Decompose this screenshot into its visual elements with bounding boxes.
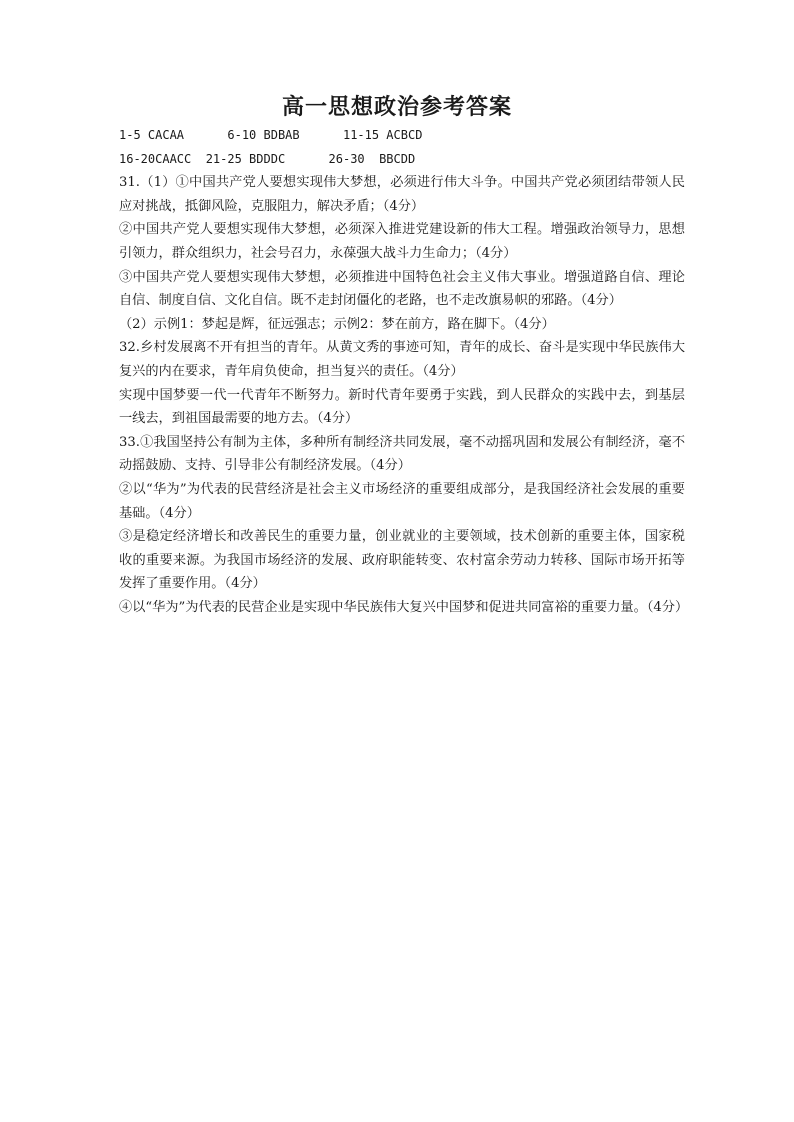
answer-31-part1-point2: ②中国共产党人要想实现伟大梦想，必须深入推进党建设新的伟大工程。增强政治领导力，思想引领力，群众组织力，社会号召力，永葆强大战斗力生命力；（4分） <box>119 222 685 261</box>
answer-33-point2: ②以“华为”为代表的民营经济是社会主义市场经济的重要组成部分，是我国经济社会发展的重要基础。（4分） <box>119 481 685 521</box>
answer-32-point2: 实现中国梦要一代一代青年不断努力。新时代青年要勇于实践，到人民群众的实践中去，到基层一线去，到祖国最需要的地方去。（4分） <box>119 387 685 427</box>
page-title: 高一思想政治参考答案 <box>281 94 512 120</box>
mc-answers-line-1: 1-5 CACAA 6-10 BDBAB 11-15 ACBCD <box>119 128 423 142</box>
answer-33-point3: ③是稳定经济增长和改善民生的重要力量，创业就业的主要领域，技术创新的重要主体，国家税收的重要来源。为我国市场经济的发展、政府职能转变、农村富余劳动力转移、国际市场开拓等发挥了重要作用。（4分） <box>119 529 685 592</box>
answer-33-point4: ④以“华为”为代表的民营企业是实现中华民族伟大复兴中国梦和促进共同富裕的重要力量。（4分） <box>119 599 689 615</box>
answer-32-point1: 32.乡村发展离不开有担当的青年。从黄文秀的事迹可知，青年的成长、奋斗是实现中华民族伟大复兴的内在要求，青年肩负使命，担当复兴的责任。（4分） <box>119 340 685 379</box>
answer-31-part1-point3: ③中国共产党人要想实现伟大梦想，必须推进中国特色社会主义伟大事业。增强道路自信、理论自信、制度自信、文化自信。既不走封闭僵化的老路，也不走改旗易帜的邪路。（4分） <box>119 269 685 309</box>
answer-content <box>119 124 689 619</box>
answer-31-part1-point1: 31.（1）①中国共产党人要想实现伟大梦想，必须进行伟大斗争。中国共产党必须团结带领人民应对挑战，抵御风险，克服阻力，解决矛盾；（4分） <box>119 175 685 214</box>
answer-31-part2: （2）示例1：梦起是辉，征远强志；示例2：梦在前方，路在脚下。（4分） <box>119 316 555 332</box>
answer-33-point1: 33.①我国坚持公有制为主体，多种所有制经济共同发展，毫不动摇巩固和发展公有制经济，毫不动摇鼓励、支持、引导非公有制经济发展。（4分） <box>119 434 685 474</box>
mc-answers-line-2: 16-20CAACC 21-25 BDDDC 26-30 BBCDD <box>119 151 416 166</box>
